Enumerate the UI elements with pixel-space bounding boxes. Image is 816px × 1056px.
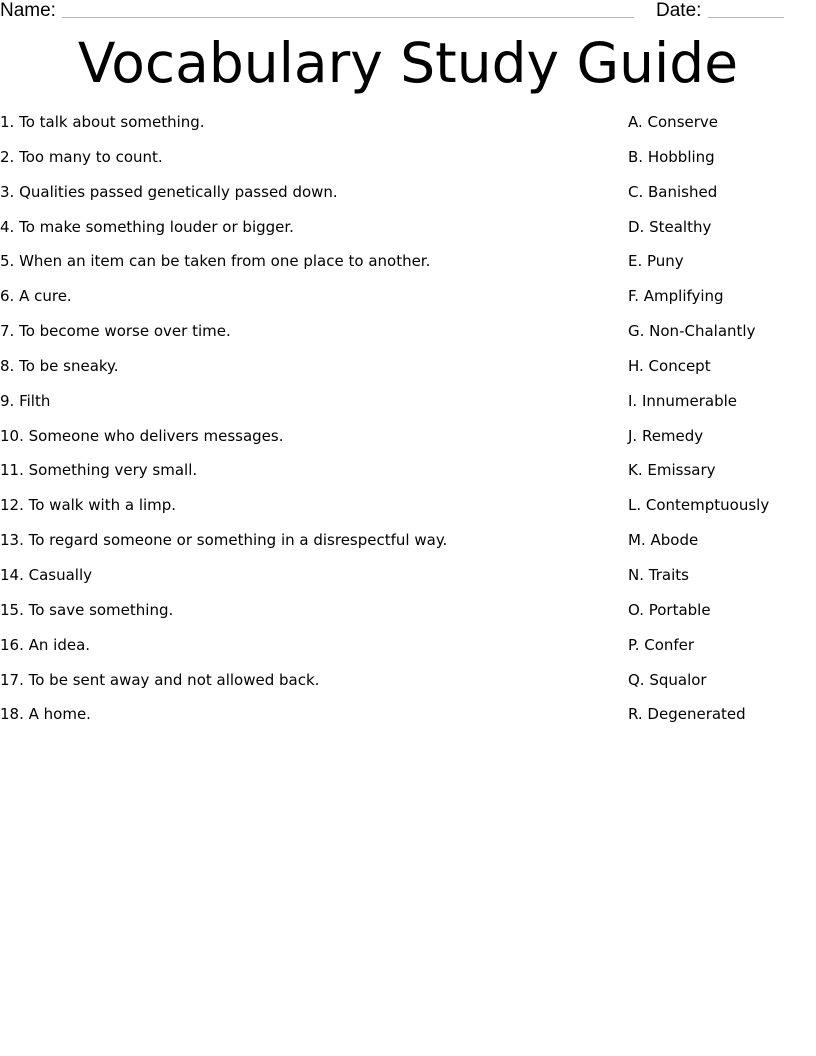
clue-item: 5. When an item can be taken from one place to another. [0,252,431,271]
clue-item: 14. Casually [0,565,93,584]
word-bank [628,112,816,739]
word-bank-item: N. Traits [628,565,689,584]
word-bank-item: I. Innumerable [628,391,738,410]
clue-item: 1. To talk about something. [0,113,205,131]
word-bank-item: L. Contemptuously [628,496,770,515]
word-bank-item: P. Confer [628,635,695,654]
clue-item: 15. To save something. [0,600,174,619]
clue-item: 13. To regard someone or something in a disrespectful way. [0,531,448,550]
worksheet-header [0,0,816,24]
name-blank-line[interactable] [62,17,634,18]
word-bank-item: G. Non-Chalantly [628,322,756,341]
name-label: Name: [0,0,56,21]
clue-item: 4. To make something louder or bigger. [0,217,294,236]
clue-item: 12. To walk with a limp. [0,496,177,515]
page-title: Vocabulary Study Guide [77,31,739,95]
clue-item: 11. Something very small. [0,461,198,480]
word-bank-item: K. Emissary [628,461,716,480]
clue-item: 17. To be sent away and not allowed back. [0,670,320,689]
word-bank-item: A. Conserve [628,113,719,131]
clue-list [0,112,600,739]
clue-item: 3. Qualities passed genetically passed down. [0,182,338,201]
word-bank-item: R. Degenerated [628,705,746,724]
clue-item: 18. A home. [0,705,91,724]
date-blank-line[interactable] [708,17,784,18]
date-label: Date: [656,0,702,21]
word-bank-item: F. Amplifying [628,287,724,306]
word-bank-item: B. Hobbling [628,147,715,166]
word-bank-item: H. Concept [628,356,711,375]
word-bank-item: M. Abode [628,531,699,550]
clue-item: 2. Too many to count. [0,147,163,166]
clue-item: 10. Someone who delivers messages. [0,426,284,445]
clue-item: 7. To become worse over time. [0,322,231,341]
clue-item: 16. An idea. [0,635,91,654]
word-bank-item: O. Portable [628,600,711,619]
word-bank-item: C. Banished [628,182,718,201]
word-bank-item: J. Remedy [628,426,704,445]
word-bank-item: Q. Squalor [628,670,707,689]
word-bank-item: E. Puny [628,252,684,271]
clue-item: 9. Filth [0,391,51,410]
clue-item: 8. To be sneaky. [0,356,119,375]
word-bank-item: D. Stealthy [628,217,712,236]
clue-item: 6. A cure. [0,287,72,306]
